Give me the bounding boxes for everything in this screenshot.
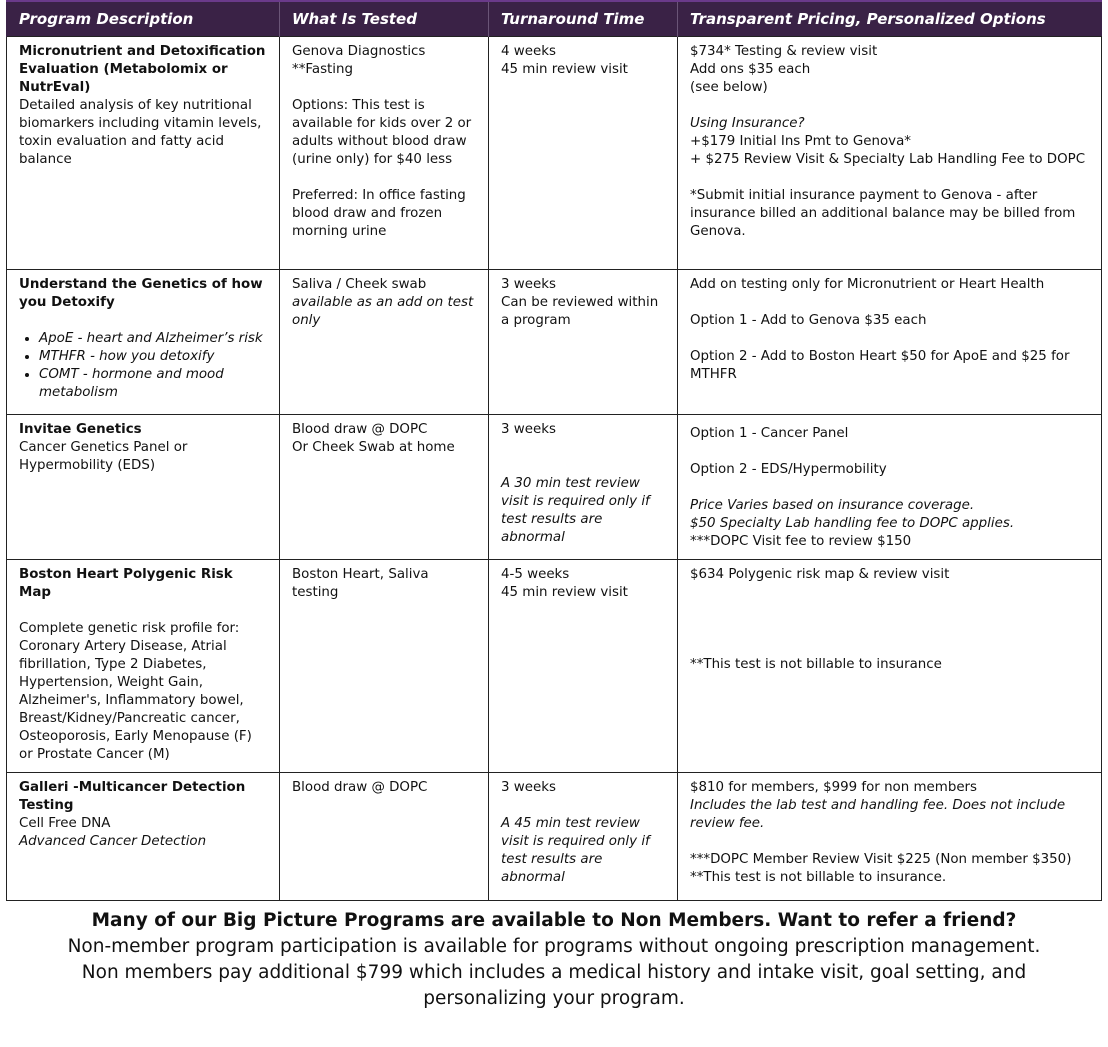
turnaround-note: A 45 min test review visit is required only if test results are abnormal [501, 816, 650, 885]
tested-cell [280, 560, 489, 773]
pricing-line: Option 2 - Add to Boston Heart $50 for ApoE and $25 for MTHFR [690, 349, 1070, 382]
footer-text: Non-member program participation is available for programs without ongoing prescription management. [67, 936, 1041, 957]
tested-line: Boston Heart, Saliva testing [292, 567, 429, 600]
pricing-line: Includes the lab test and handling fee. Does not include review fee. [690, 798, 1066, 831]
turnaround-line: 4 weeks [501, 44, 556, 59]
tested-line: Saliva / Cheek swab [292, 277, 427, 292]
list-item: • COMT - hormone and mood metabolism [39, 366, 269, 402]
turnaround-line: 45 min review visit [501, 585, 628, 600]
turnaround-cell [489, 773, 678, 901]
pricing-line: **This test is not billable to insurance. [690, 870, 947, 885]
tested-cell [280, 270, 489, 415]
header-program-description: Program Description [7, 1, 280, 37]
pricing-line: Option 1 - Cancer Panel [690, 426, 849, 441]
turnaround-line: 3 weeks [501, 780, 556, 795]
program-title: Galleri -Multicancer Detection Testing [19, 780, 246, 813]
pricing-cell [678, 37, 1102, 270]
tested-line: **Fasting [292, 62, 354, 77]
pricing-line: ***DOPC Member Review Visit $225 (Non member $350) [690, 852, 1072, 867]
turnaround-line: 3 weeks [501, 422, 556, 437]
program-bullet-list [19, 330, 269, 402]
table-row [7, 773, 1102, 901]
footer-headline: Many of our Big Picture Programs are available to Non Members. Want to refer a friend? [91, 910, 1017, 931]
pricing-cell [678, 560, 1102, 773]
footer-text: Non members pay additional $799 which includes a medical history and intake visit, goal setting, and personalizing your program. [81, 962, 1027, 1009]
pricing-line: **This test is not billable to insurance [690, 657, 942, 672]
tested-cell [280, 37, 489, 270]
header-turnaround-time: Turnaround Time [489, 1, 678, 37]
program-description: Cancer Genetics Panel or Hypermobility (EDS) [19, 440, 188, 473]
program-cell [7, 270, 280, 415]
program-cell [7, 37, 280, 270]
program-title: Micronutrient and Detoxification Evaluation (Metabolomix or NutrEval) [19, 44, 266, 95]
program-title: Invitae Genetics [19, 422, 142, 437]
pricing-line: *Submit initial insurance payment to Genova - after insurance billed an additional balance may be billed from Genova. [690, 188, 1076, 239]
pricing-table [6, 0, 1102, 901]
tested-line: Blood draw @ DOPC [292, 780, 428, 795]
turnaround-cell [489, 270, 678, 415]
turnaround-cell [489, 37, 678, 270]
header-pricing: Transparent Pricing, Personalized Options [678, 1, 1102, 37]
program-description: Advanced Cancer Detection [19, 834, 207, 849]
tested-preferred: Preferred: In office fasting blood draw and frozen morning urine [292, 188, 466, 239]
table-row [7, 415, 1102, 560]
pricing-line: (see below) [690, 80, 768, 95]
tested-line: Genova Diagnostics [292, 44, 426, 59]
list-item: • MTHFR - how you detoxify [39, 348, 269, 366]
table-row [7, 560, 1102, 773]
program-cell [7, 560, 280, 773]
program-description: Detailed analysis of key nutritional biomarkers including vitamin levels, toxin evaluation and fatty acid balance [19, 98, 262, 167]
pricing-line: Using Insurance? [690, 116, 805, 131]
table-row [7, 270, 1102, 415]
pricing-cell [678, 773, 1102, 901]
pricing-line: Option 1 - Add to Genova $35 each [690, 313, 927, 328]
pricing-line: Add on testing only for Micronutrient or Heart Health [690, 277, 1045, 292]
tested-line: available as an add on test only [292, 295, 474, 328]
tested-cell [280, 773, 489, 901]
pricing-cell [678, 415, 1102, 560]
pricing-line: ***DOPC Visit fee to review $150 [690, 534, 912, 549]
program-cell [7, 773, 280, 901]
pricing-line: $810 for members, $999 for non members [690, 780, 978, 795]
table-header-row [7, 1, 1102, 37]
tested-options: Options: This test is available for kids over 2 or adults without blood draw (urine only) for $40 less [292, 98, 472, 167]
tested-line: Blood draw @ DOPC [292, 422, 428, 437]
header-what-is-tested: What Is Tested [280, 1, 489, 37]
turnaround-cell [489, 560, 678, 773]
turnaround-line: 4-5 weeks [501, 567, 570, 582]
turnaround-note: A 30 min test review visit is required only if test results are abnormal [501, 476, 650, 545]
list-item: • ApoE - heart and Alzheimer’s risk [39, 330, 269, 348]
program-description: Complete genetic risk profile for: Coronary Artery Disease, Atrial fibrillation, Type 2 Diabetes, Hypertension, Weight Gain, Alzheimer's, Inflammatory bowel, Breast/Kidney/Pancreatic cancer, Osteoporosis, Early Menopause (F) or Prostate Cancer (M) [19, 621, 252, 762]
turnaround-line: 3 weeks [501, 277, 556, 292]
pricing-line: + $275 Review Visit & Specialty Lab Handling Fee to DOPC [690, 152, 1086, 167]
pricing-line: +$179 Initial Ins Pmt to Genova* [690, 134, 911, 149]
turnaround-line: Can be reviewed within a program [501, 295, 659, 328]
pricing-line: $734* Testing & review visit [690, 44, 878, 59]
footer-note [0, 908, 1108, 1012]
pricing-line: $634 Polygenic risk map & review visit [690, 567, 950, 582]
tested-line: Or Cheek Swab at home [292, 440, 455, 455]
pricing-line: Option 2 - EDS/Hypermobility [690, 462, 887, 477]
program-title: Understand the Genetics of how you Detoxify [19, 277, 263, 310]
pricing-line: Add ons $35 each [690, 62, 811, 77]
table-row [7, 37, 1102, 270]
program-title: Boston Heart Polygenic Risk Map [19, 567, 233, 600]
program-description: Cell Free DNA [19, 816, 111, 831]
turnaround-cell [489, 415, 678, 560]
program-cell [7, 415, 280, 560]
pricing-line: $50 Specialty Lab handling fee to DOPC applies. [690, 516, 1015, 531]
pricing-cell [678, 270, 1102, 415]
pricing-line: Price Varies based on insurance coverage. [690, 498, 975, 513]
turnaround-line: 45 min review visit [501, 62, 628, 77]
tested-cell [280, 415, 489, 560]
